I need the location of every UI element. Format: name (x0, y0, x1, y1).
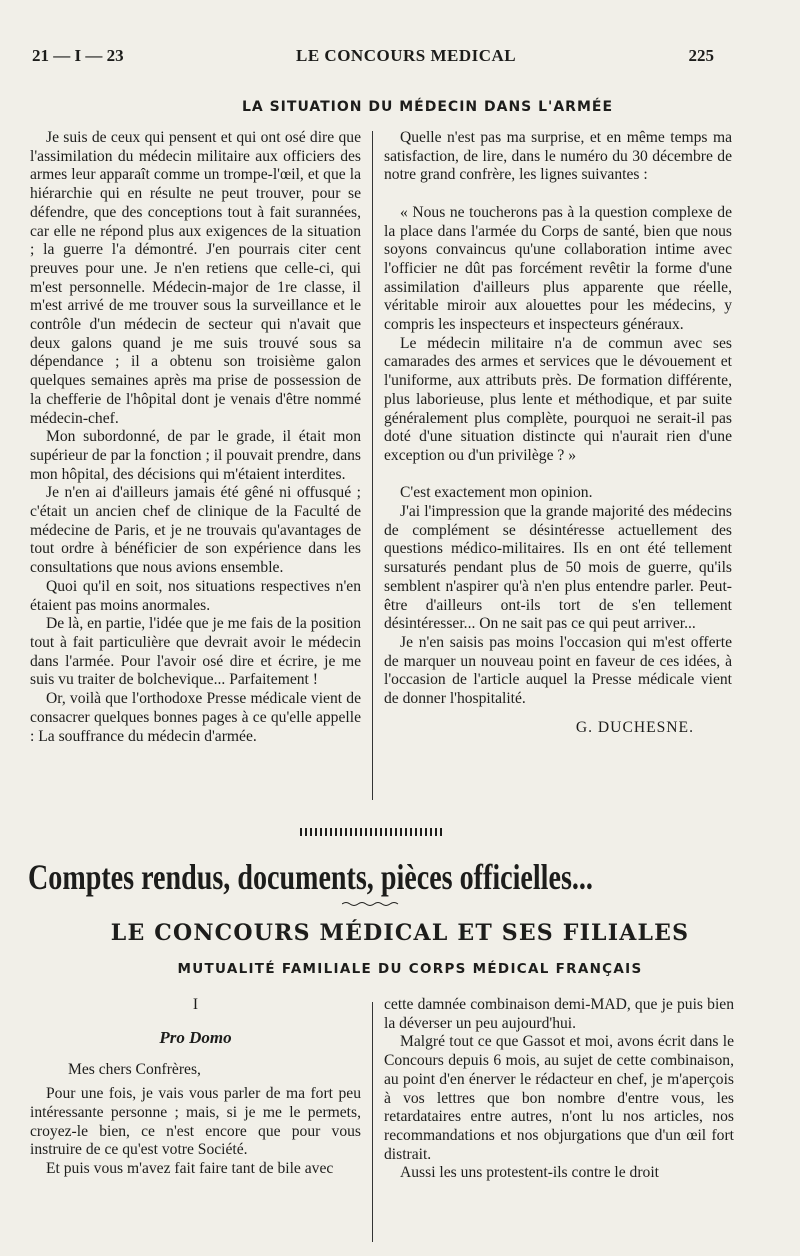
paragraph: C'est exactement mon opinion. (400, 484, 593, 502)
article2-heading: Pro Domo (159, 1027, 232, 1047)
paragraph: Aussi les uns protestent-ils contre le droit (400, 1164, 659, 1182)
issue-date: 21 — I — 23 (32, 46, 124, 65)
paragraph: Quoi qu'il en soit, nos situations respectives n'en étaient pas moins anormales. (30, 577, 361, 614)
paragraph: Malgré tout ce que Gassot et moi, avons écrit dans le Concours depuis 6 mois, au sujet de cette combinaison, au point d'en énerver le rédacteur en chef, je m'aperçois à vos lettres que bon nombre d'entre vous, les retardataires entre autres, n'ont lu nos articles, nos recommandations et nos objurgations que d'un œil fort distrait. (384, 1033, 734, 1163)
quote-paragraph: « Nous ne toucherons pas à la question complexe de la place dans l'armée du Corps de santé, bien que nous soyons convaincus qu'une collaboration intime avec l'officier ne dût pas forcément revêtir la forme d'une assimilation d'ailleurs plus apparente que réelle, véritable miroir aux alouettes pour les médecins, y compris les inspecteurs et inspecteurs généraux. (384, 203, 732, 334)
section-subtitle: LE CONCOURS MÉDICAL ET SES FILIALES (110, 920, 690, 946)
column-divider (372, 131, 373, 800)
article2-left-column (30, 996, 361, 1179)
running-header (32, 44, 714, 68)
article1-right-column (384, 129, 732, 737)
part-number: I (192, 996, 199, 1013)
paragraph: Or, voilà que l'orthodoxe Presse médicale vient de consacrer quelques bonnes pages à ce qu'elle appelle : La souffrance du médecin d'armée. (30, 690, 361, 745)
section-separator (300, 828, 442, 836)
paragraph: cette damnée combinaison demi-MAD, que je puis bien la déverser un peu aujourd'hui. (384, 996, 734, 1032)
paragraph: Quelle n'est pas ma surprise, et en même temps ma satisfaction, de lire, dans le numéro du 30 décembre de notre grand confrère, les lignes suivantes : (384, 129, 732, 184)
paragraph: J'ai l'impression que la grande majorité des médecins de complément se désintéresse actuellement des questions médico-militaires. Ils en ont été tellement sursaturés pendant plus de 50 mois de guerre, qu'ils semblent n'aspirer qu'à n'en plus entendre parler. Peut-être d'ailleurs ont-ils tort de s'en tellement désintéresser... On ne sait pas ce qui peut arriver... (384, 503, 732, 633)
flourish-ornament (342, 901, 400, 907)
salutation: Mes chers Confrères, (68, 1061, 201, 1079)
paragraph: Pour une fois, je vais vous parler de ma fort peu intéressante personne ; mais, si je me le permets, croyez-le bien, ce n'est encore que pour vous instruire de ce qu'est votre Société. (30, 1085, 361, 1159)
paragraph: Et puis vous m'avez fait faire tant de bile avec (46, 1159, 334, 1177)
column-divider (372, 1002, 373, 1242)
paragraph: Je suis de ceux qui pensent et qui ont osé dire que l'assimilation du médecin militaire aux officiers des armes leur apparaît comme un trompe-l'œil, et que la hiérarchie qui en résulte ne peut trouver, pour se défendre, que des conceptions tout à fait surannées, car elle ne répond plus aux exigences de la situation ; la guerre l'a démontré. J'en pourrais citer cent preuves pour une. Je n'en retiens que celle-ci, qui m'est personnelle. Médecin-major de 1re classe, il m'est arrivé de me trouver sous la surveillance et le contrôle d'un médecin de secteur qui n'avait que deux galons quand je me suis trouvé sous sa dépendance ; il a obtenu son troisième galon quelques semaines après ma prise de possession de la chefferie de l'hôpital dont je venais d'être nommé médecin-chef. (30, 129, 361, 427)
page-number: 225 (688, 46, 714, 65)
paragraph: Je n'en ai d'ailleurs jamais été gêné ni offusqué ; c'était un ancien chef de clinique de la Faculté de médecine de Paris, et je ne trouvais qu'avantages de tout ordre à bénéficier de son expérience dans les consultations que nous avions ensemble. (30, 484, 361, 577)
article-title: LA SITUATION DU MÉDECIN DANS L'ARMÉE (241, 99, 614, 115)
author-signature: G. DUCHESNE. (575, 718, 694, 736)
article1-left-column (30, 129, 361, 746)
section-title: Comptes rendus, documents, pièces officielles... (28, 857, 593, 897)
section-subsubtitle: MUTUALITÉ FAMILIALE DU CORPS MÉDICAL FRANÇAIS (177, 961, 643, 977)
article2-right-column (384, 996, 734, 1183)
paragraph: Mon subordonné, de par le grade, il était mon supérieur de par la fonction ; il pouvait prendre, dans mon hôpital, des décisions qui m'étaient interdites. (30, 428, 361, 483)
paragraph: Je n'en saisis pas moins l'occasion qui m'est offerte de marquer un nouveau point en faveur de ces idées, à l'occasion de l'article auquel la Presse médicale vient de donner l'hospitalité. (384, 633, 732, 708)
paragraph: De là, en partie, l'idée que je me fais de la position tout à fait particulière que devrait avoir le médecin dans l'armée. Pour l'avoir osé dire et écrire, je me suis vu traiter de bolchevique... Parfaitement ! (30, 615, 362, 689)
journal-title: LE CONCOURS MEDICAL (295, 46, 517, 65)
quote-paragraph: Le médecin militaire n'a de commun avec ses camarades des armes et services que le dévouement et l'uniforme, aux attributs près. De formation différente, plus laborieuse, plus lente et méthodique, et par suite généralement plus complète, pourquoi ne serait-il pas doté d'une situation distincte qui n'aurait rien d'une exception ou d'un privilège ? » (384, 334, 732, 464)
